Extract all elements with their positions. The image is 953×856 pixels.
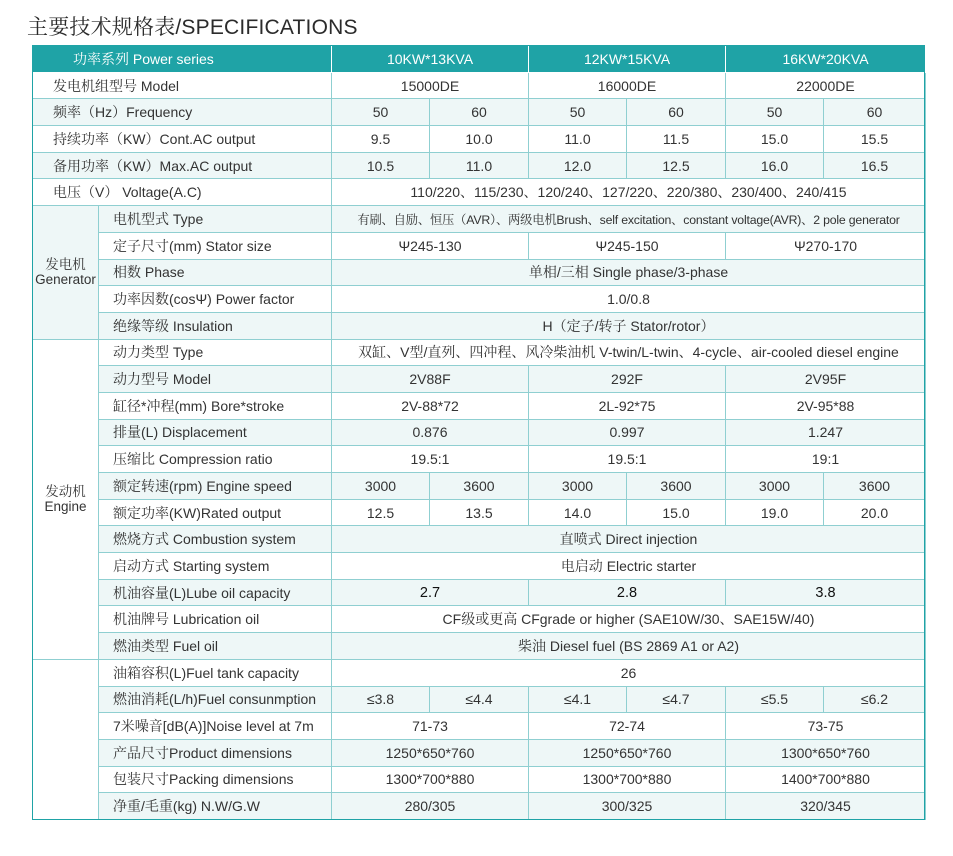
table-cell: 有刷、自励、恒压（AVR）、两级电机Brush、self excitation、constant voltage(AVR)、2 pole generator xyxy=(332,206,926,233)
table-row xyxy=(33,72,926,99)
table-row xyxy=(33,739,926,766)
row-label: 燃油消耗(L/h)Fuel consunmption xyxy=(99,686,332,713)
table-cell: 50 xyxy=(726,99,824,126)
table-cell: ≤6.2 xyxy=(824,686,926,713)
table-cell: 双缸、V型/直列、四冲程、风冷柴油机 V-twin/L-twin、4-cycle、air-cooled diesel engine xyxy=(332,339,926,366)
row-label: 7米噪音[dB(A)]Noise level at 7m xyxy=(99,713,332,740)
table-cell: 3600 xyxy=(627,473,726,500)
table-cell: 12.0 xyxy=(529,152,627,179)
table-cell: 300/325 xyxy=(529,793,726,820)
table-cell: 19.0 xyxy=(726,499,824,526)
row-label: 额定功率(KW)Rated output xyxy=(99,499,332,526)
table-row xyxy=(33,446,926,473)
spec-table xyxy=(32,45,926,820)
table-row xyxy=(33,793,926,820)
table-cell: 2V88F xyxy=(332,366,529,393)
table-cell: ≤4.1 xyxy=(529,686,627,713)
table-cell: 73-75 xyxy=(726,713,926,740)
table-cell: 15.0 xyxy=(726,126,824,153)
table-row xyxy=(33,633,926,660)
table-cell: 直喷式 Direct injection xyxy=(332,526,926,553)
table-cell: 292F xyxy=(529,366,726,393)
row-label: 额定转速(rpm) Engine speed xyxy=(99,473,332,500)
table-cell: 1250*650*760 xyxy=(332,739,529,766)
table-cell: 3000 xyxy=(726,473,824,500)
table-cell: 60 xyxy=(430,99,529,126)
table-cell: 15000DE xyxy=(332,72,529,99)
table-cell: 2.8 xyxy=(529,579,726,606)
row-label: 电机型式 Type xyxy=(99,206,332,233)
row-label: 机油牌号 Lubrication oil xyxy=(99,606,332,633)
table-cell: ≤4.4 xyxy=(430,686,529,713)
row-label: 定子尺寸(mm) Stator size xyxy=(99,232,332,259)
table-row xyxy=(33,686,926,713)
table-cell: 1.0/0.8 xyxy=(332,286,926,313)
table-row xyxy=(33,392,926,419)
table-cell: 12.5 xyxy=(627,152,726,179)
row-label: 相数 Phase xyxy=(99,259,332,286)
table-cell: 22000DE xyxy=(726,72,926,99)
generator-group-label: 发电机 Generator xyxy=(33,206,99,339)
table-cell: 16000DE xyxy=(529,72,726,99)
row-label: 燃油类型 Fuel oil xyxy=(99,633,332,660)
table-cell: 26 xyxy=(332,659,926,686)
table-cell: 10.5 xyxy=(332,152,430,179)
table-cell: 2V-95*88 xyxy=(726,392,926,419)
table-row xyxy=(33,126,926,153)
table-cell: 柴油 Diesel fuel (BS 2869 A1 or A2) xyxy=(332,633,926,660)
table-cell: 50 xyxy=(529,99,627,126)
table-cell: 16.0 xyxy=(726,152,824,179)
table-cell: 320/345 xyxy=(726,793,926,820)
table-row xyxy=(33,553,926,580)
table-cell: 14.0 xyxy=(529,499,627,526)
table-cell: 11.5 xyxy=(627,126,726,153)
table-row xyxy=(33,473,926,500)
table-row xyxy=(33,526,926,553)
table-row xyxy=(33,579,926,606)
table-row xyxy=(33,606,926,633)
table-cell: 1300*700*880 xyxy=(332,766,529,793)
table-cell: 15.5 xyxy=(824,126,926,153)
table-cell: 15.0 xyxy=(627,499,726,526)
table-cell: ≤3.8 xyxy=(332,686,430,713)
page-title: 主要技术规格表/SPECIFICATIONS xyxy=(27,16,358,39)
table-row xyxy=(33,766,926,793)
table-cell: H（定子/转子 Stator/rotor） xyxy=(332,312,926,339)
row-label: 动力类型 Type xyxy=(99,339,332,366)
table-row xyxy=(33,259,926,286)
table-row xyxy=(33,713,926,740)
table-cell: 16.5 xyxy=(824,152,926,179)
table-cell: 60 xyxy=(824,99,926,126)
table-row xyxy=(33,339,926,366)
row-label: 净重/毛重(kg) N.W/G.W xyxy=(99,793,332,820)
table-row xyxy=(33,312,926,339)
table-cell: 19.5:1 xyxy=(332,446,529,473)
header-col: 12KW*15KVA xyxy=(529,46,726,73)
row-label: 持续功率（KW）Cont.AC output xyxy=(33,126,332,153)
table-row xyxy=(33,232,926,259)
table-cell: 19.5:1 xyxy=(529,446,726,473)
table-cell: 3000 xyxy=(332,473,430,500)
table-cell: 0.997 xyxy=(529,419,726,446)
row-label: 油箱容积(L)Fuel tank capacity xyxy=(99,659,332,686)
table-cell: Ψ245-150 xyxy=(529,232,726,259)
row-label: 频率（Hz）Frequency xyxy=(33,99,332,126)
table-row xyxy=(33,419,926,446)
engine-group-label: 发动机 Engine xyxy=(33,339,99,659)
table-row xyxy=(33,659,926,686)
table-cell: 50 xyxy=(332,99,430,126)
table-row xyxy=(33,366,926,393)
table-row xyxy=(33,179,926,206)
table-cell: 1300*700*880 xyxy=(529,766,726,793)
table-row xyxy=(33,206,926,233)
table-cell: 11.0 xyxy=(529,126,627,153)
table-cell: 3600 xyxy=(430,473,529,500)
row-label: 包装尺寸Packing dimensions xyxy=(99,766,332,793)
table-cell: ≤4.7 xyxy=(627,686,726,713)
row-label: 机油容量(L)Lube oil capacity xyxy=(99,579,332,606)
header-label: 功率系列 Power series xyxy=(33,46,332,73)
table-cell: 3.8 xyxy=(726,579,926,606)
row-label: 压缩比 Compression ratio xyxy=(99,446,332,473)
table-cell: 13.5 xyxy=(430,499,529,526)
row-label: 排量(L) Displacement xyxy=(99,419,332,446)
table-cell: 电启动 Electric starter xyxy=(332,553,926,580)
table-cell: 1250*650*760 xyxy=(529,739,726,766)
row-label: 启动方式 Starting system xyxy=(99,553,332,580)
table-row xyxy=(33,286,926,313)
row-label: 缸径*冲程(mm) Bore*stroke xyxy=(99,392,332,419)
table-row xyxy=(33,99,926,126)
table-cell: Ψ245-130 xyxy=(332,232,529,259)
table-cell: 12.5 xyxy=(332,499,430,526)
table-cell: 60 xyxy=(627,99,726,126)
table-cell: 单相/三相 Single phase/3-phase xyxy=(332,259,926,286)
table-cell: 2.7 xyxy=(332,579,529,606)
header-col: 16KW*20KVA xyxy=(726,46,926,73)
row-label: 发电机组型号 Model xyxy=(33,72,332,99)
row-label: 动力型号 Model xyxy=(99,366,332,393)
table-cell: 72-74 xyxy=(529,713,726,740)
table-cell: ≤5.5 xyxy=(726,686,824,713)
table-cell: 11.0 xyxy=(430,152,529,179)
table-cell: CF级或更高 CFgrade or higher (SAE10W/30、SAE15W/40) xyxy=(332,606,926,633)
row-label: 功率因数(cosΨ) Power factor xyxy=(99,286,332,313)
table-cell: 2V-88*72 xyxy=(332,392,529,419)
table-cell: 10.0 xyxy=(430,126,529,153)
other-group-label xyxy=(33,659,99,819)
table-cell: 3600 xyxy=(824,473,926,500)
table-cell: 19:1 xyxy=(726,446,926,473)
table-cell: 0.876 xyxy=(332,419,529,446)
table-cell: 1400*700*880 xyxy=(726,766,926,793)
header-row xyxy=(33,46,926,73)
table-cell: 1.247 xyxy=(726,419,926,446)
table-cell: 1300*650*760 xyxy=(726,739,926,766)
table-cell: 3000 xyxy=(529,473,627,500)
table-cell: Ψ270-170 xyxy=(726,232,926,259)
table-cell: 280/305 xyxy=(332,793,529,820)
table-cell: 20.0 xyxy=(824,499,926,526)
table-cell: 71-73 xyxy=(332,713,529,740)
row-label: 燃烧方式 Combustion system xyxy=(99,526,332,553)
row-label: 电压（V） Voltage(A.C) xyxy=(33,179,332,206)
table-cell: 110/220、115/230、120/240、127/220、220/380、230/400、240/415 xyxy=(332,179,926,206)
row-label: 产品尺寸Product dimensions xyxy=(99,739,332,766)
table-row xyxy=(33,152,926,179)
header-col: 10KW*13KVA xyxy=(332,46,529,73)
table-row xyxy=(33,499,926,526)
table-cell: 2L-92*75 xyxy=(529,392,726,419)
table-cell: 9.5 xyxy=(332,126,430,153)
table-cell: 2V95F xyxy=(726,366,926,393)
row-label: 绝缘等级 Insulation xyxy=(99,312,332,339)
row-label: 备用功率（KW）Max.AC output xyxy=(33,152,332,179)
